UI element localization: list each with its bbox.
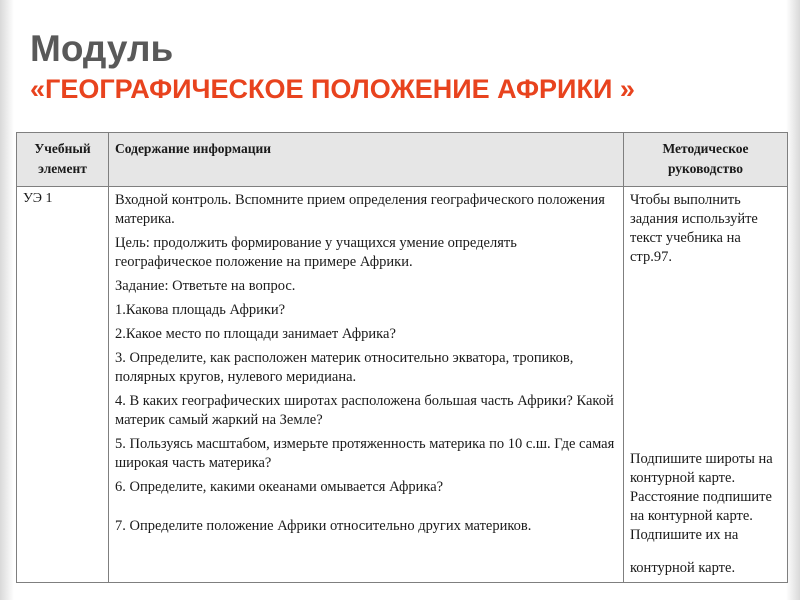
content-line: Задание: Ответьте на вопрос. bbox=[115, 278, 296, 294]
table-header-row bbox=[17, 133, 788, 187]
title-line-1: Модуль bbox=[30, 28, 174, 69]
header-element: Учебный элемент bbox=[17, 133, 109, 187]
content-line: 5. Пользуясь масштабом, измерьте протяженность материка по 10 с.ш. Где самая широкая часть материка? bbox=[115, 436, 615, 471]
slide-title bbox=[30, 26, 635, 106]
guide-note: контурной карте. bbox=[630, 560, 736, 576]
content-line: 4. В каких географических широтах расположена большая часть Африки? Какой материк самый жаркий на Земле? bbox=[115, 393, 614, 428]
cell-content bbox=[109, 187, 624, 583]
slide-edge-left bbox=[0, 0, 14, 600]
content-line: Цель: продолжить формирование у учащихся умение определять географическое положение на примере Африки. bbox=[115, 235, 517, 270]
content-line: 2.Какое место по площади занимает Африка? bbox=[115, 326, 396, 342]
content-line: 3. Определите, как расположен материк относительно экватора, тропиков, полярных кругов, нулевого меридиана. bbox=[115, 350, 574, 385]
table-row bbox=[17, 187, 788, 583]
cell-element: УЭ 1 bbox=[17, 187, 109, 583]
header-content: Содержание информации bbox=[109, 133, 624, 187]
title-line-2: «ГЕОГРАФИЧЕСКОЕ ПОЛОЖЕНИЕ АФРИКИ » bbox=[30, 74, 635, 104]
guide-note: Подпишите широты на контурной карте. Расстояние подпишите на контурной карте. Подпишите их на bbox=[630, 451, 773, 543]
content-line: 7. Определите положение Африки относительно других материков. bbox=[115, 518, 532, 534]
slide-edge-right bbox=[786, 0, 800, 600]
content-line: Входной контроль. Вспомните прием определения географического положения материка. bbox=[115, 192, 605, 227]
cell-guide bbox=[624, 187, 788, 583]
guide-note: Чтобы выполнить задания используйте текст учебника на стр.97. bbox=[630, 192, 758, 265]
content-line: 6. Определите, какими океанами омывается Африка? bbox=[115, 479, 444, 495]
header-guide: Методическое руководство bbox=[624, 133, 788, 187]
module-table bbox=[16, 132, 788, 583]
content-line: 1.Какова площадь Африки? bbox=[115, 302, 286, 318]
